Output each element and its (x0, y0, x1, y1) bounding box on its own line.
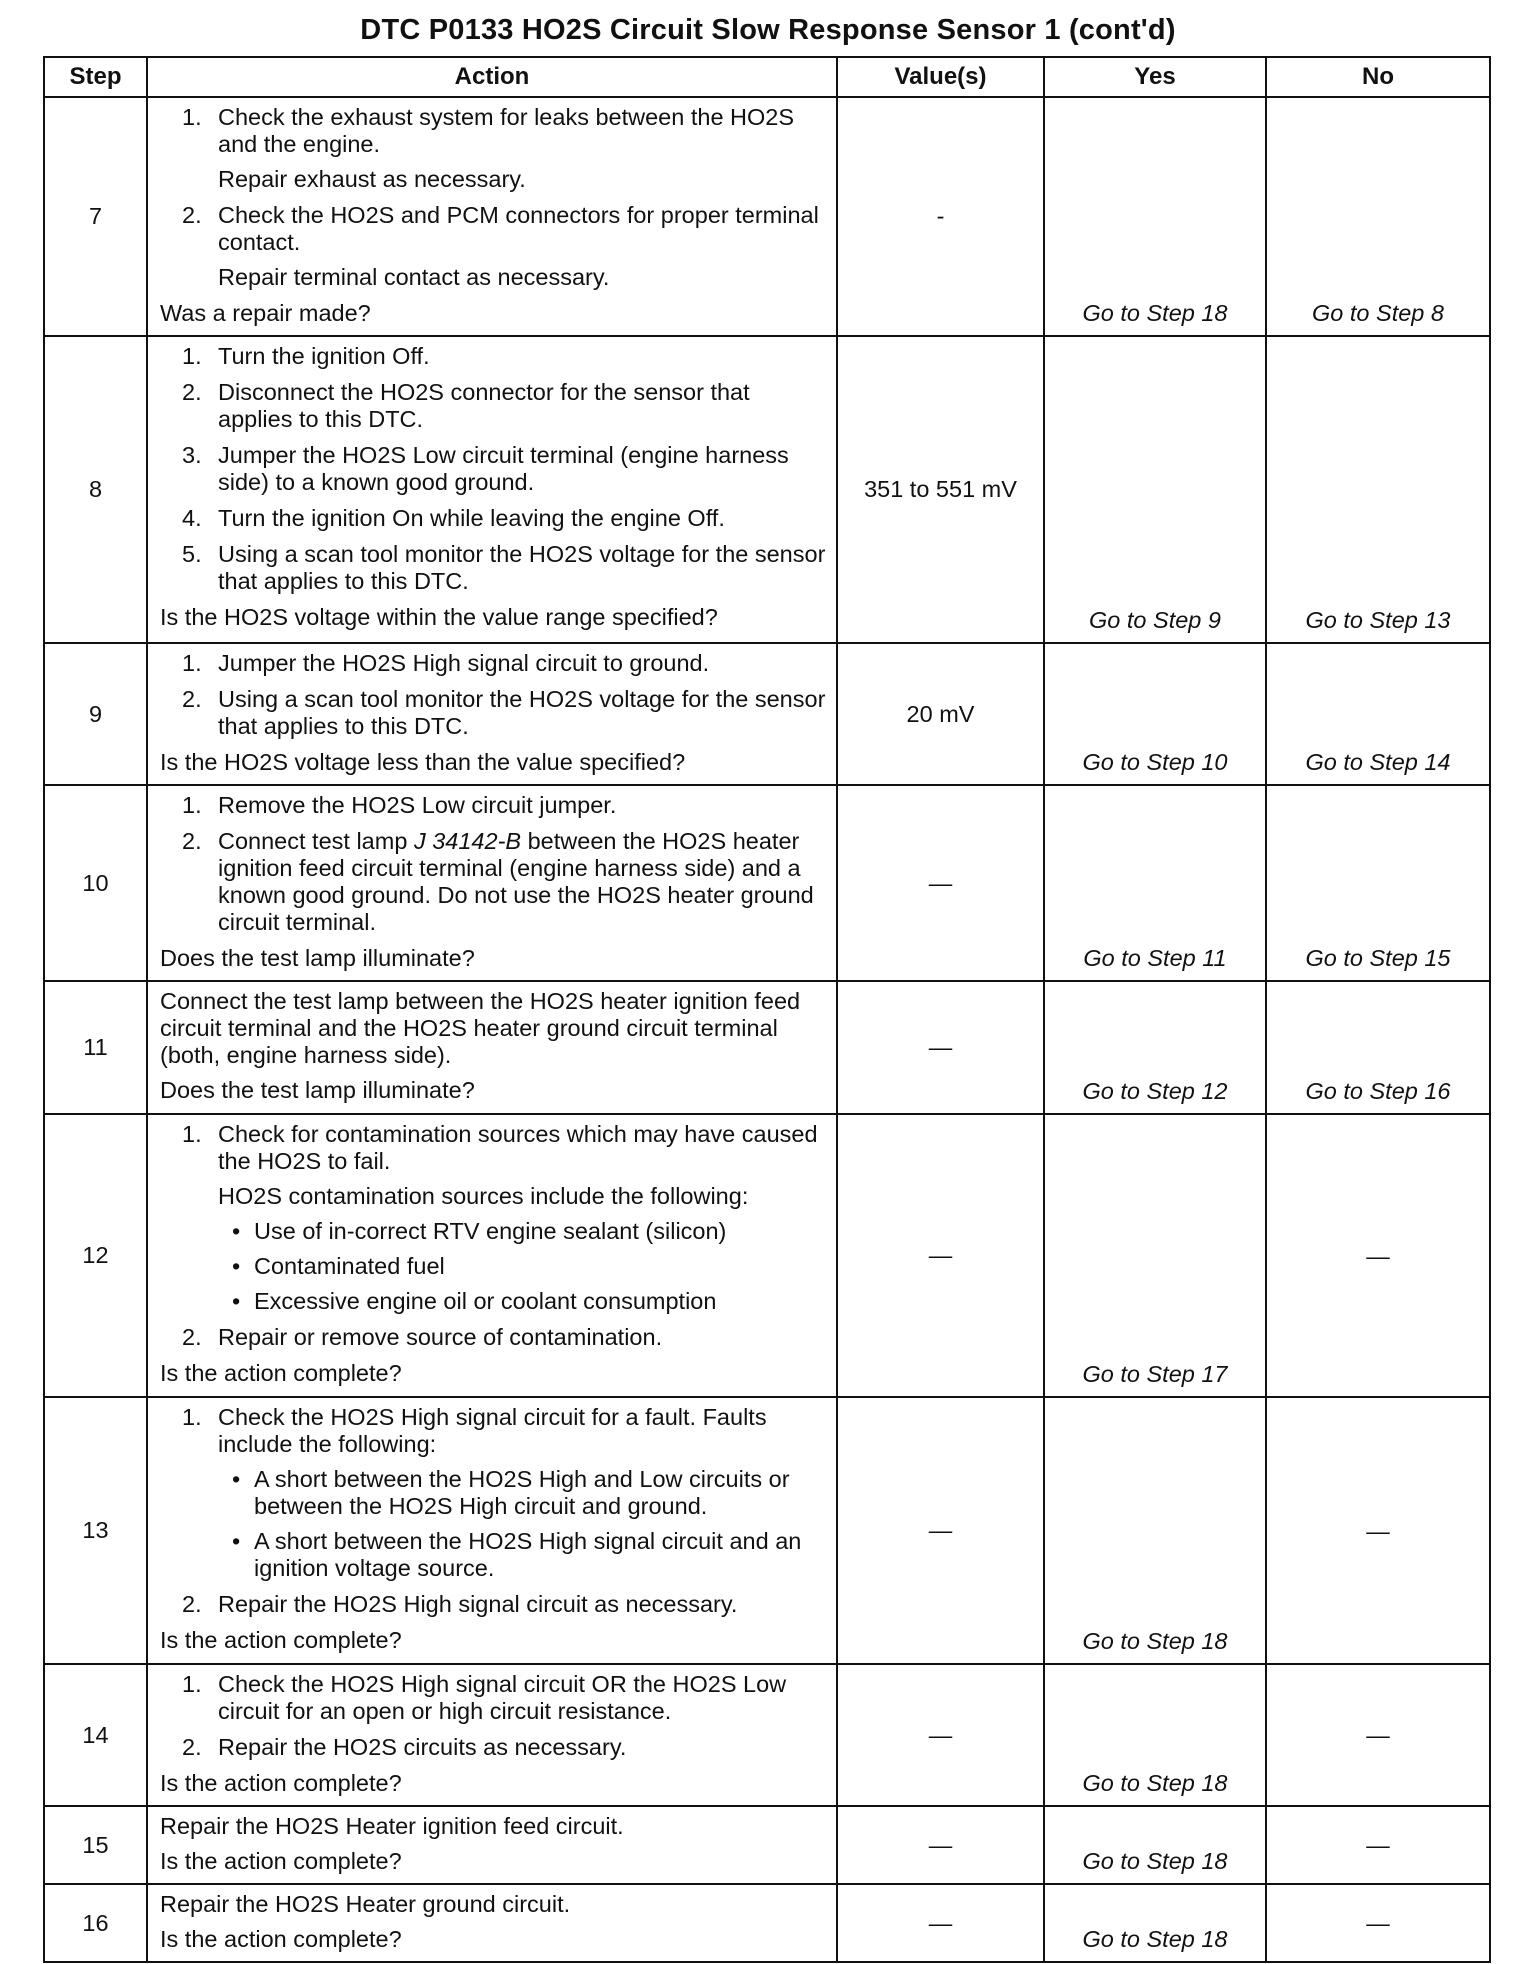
yes-cell: Go to Step 18 (1044, 97, 1266, 336)
table-row (44, 1806, 1490, 1884)
action-cell (147, 1664, 837, 1806)
table-row (44, 785, 1490, 981)
action-text: Connect the test lamp between the HO2S heater ignition feed circuit terminal and the HO2S heater ground circuit terminal (both, engine harness side). (160, 988, 801, 1069)
action-question: Is the action complete? (160, 1926, 402, 1953)
yes-cell: Go to Step 11 (1044, 785, 1266, 981)
value-cell: — (837, 1884, 1044, 1962)
action-cell (147, 785, 837, 981)
table-header-row (44, 57, 1490, 97)
step-number: 9 (44, 643, 147, 785)
bullet-item: • A short between the HO2S High and Low circuits or between the HO2S High circuit and ground. (218, 1466, 828, 1520)
value-cell: — (837, 1806, 1044, 1884)
no-cell: Go to Step 16 (1266, 981, 1490, 1114)
no-cell: — (1266, 1664, 1490, 1806)
bullet-item: • Use of in-correct RTV engine sealant (silicon) (218, 1218, 828, 1245)
step-number: 10 (44, 785, 147, 981)
value-cell: — (837, 981, 1044, 1114)
action-cell (147, 336, 837, 643)
table-row (44, 1114, 1490, 1397)
no-cell: Go to Step 13 (1266, 336, 1490, 643)
list-item: 2. Connect test lamp J 34142-B between the HO2S heater ignition feed circuit terminal (engine harness side) and a known good ground. Do not use the HO2S heater ground circuit terminal. (182, 828, 814, 936)
yes-cell: Go to Step 12 (1044, 981, 1266, 1114)
bullet-item: • Excessive engine oil or coolant consumption (218, 1288, 828, 1315)
list-item: 2. Repair the HO2S High signal circuit as necessary. (182, 1591, 738, 1618)
no-cell: — (1266, 1884, 1490, 1962)
step-number: 8 (44, 336, 147, 643)
no-cell: — (1266, 1114, 1490, 1397)
step-number: 7 (44, 97, 147, 336)
no-cell: Go to Step 15 (1266, 785, 1490, 981)
step-number: 11 (44, 981, 147, 1114)
list-item: 2. Repair or remove source of contamination. (182, 1324, 663, 1351)
list-item: 1. Jumper the HO2S High signal circuit to ground. (182, 650, 710, 677)
table-row (44, 1884, 1490, 1962)
list-item: 1. Check the exhaust system for leaks between the HO2S and the engine. Repair exhaust as necessary. (182, 104, 795, 193)
yes-cell: Go to Step 18 (1044, 1664, 1266, 1806)
value-cell: — (837, 785, 1044, 981)
no-cell: — (1266, 1806, 1490, 1884)
list-item: 4. Turn the ignition On while leaving the engine Off. (182, 505, 725, 532)
header-yes: Yes (1044, 57, 1266, 97)
value-cell: — (837, 1664, 1044, 1806)
list-item: 1. Turn the ignition Off. (182, 343, 430, 370)
action-cell (147, 1884, 837, 1962)
header-no: No (1266, 57, 1490, 97)
bullet-item: • A short between the HO2S High signal circuit and an ignition voltage source. (218, 1528, 828, 1582)
tool-part-number: J 34142-B (413, 828, 522, 855)
list-item: 5. Using a scan tool monitor the HO2S voltage for the sensor that applies to this DTC. (182, 541, 826, 595)
header-step: Step (44, 57, 147, 97)
action-cell (147, 1114, 837, 1397)
step-number: 16 (44, 1884, 147, 1962)
table-row (44, 336, 1490, 643)
step-number: 14 (44, 1664, 147, 1806)
action-text: Repair the HO2S Heater ignition feed circuit. (160, 1813, 624, 1840)
header-values: Value(s) (837, 57, 1044, 97)
action-cell (147, 1806, 837, 1884)
list-item: 2. Repair the HO2S circuits as necessary. (182, 1734, 627, 1761)
action-question: Is the action complete? (160, 1360, 402, 1387)
table-row (44, 981, 1490, 1114)
step-number: 15 (44, 1806, 147, 1884)
action-cell (147, 981, 837, 1114)
yes-cell: Go to Step 18 (1044, 1397, 1266, 1664)
table-row (44, 1397, 1490, 1664)
value-cell: 20 mV (837, 643, 1044, 785)
action-text: Repair the HO2S Heater ground circuit. (160, 1891, 571, 1918)
bullet-item: • Contaminated fuel (218, 1253, 828, 1280)
action-question: Is the action complete? (160, 1848, 402, 1875)
value-cell: — (837, 1114, 1044, 1397)
list-item: 3. Jumper the HO2S Low circuit terminal (engine harness side) to a known good ground. (182, 442, 789, 496)
action-cell (147, 97, 837, 336)
list-item: 1. Check the HO2S High signal circuit OR the HO2S Low circuit for an open or high circuit resistance. (182, 1671, 787, 1725)
value-cell: — (837, 1397, 1044, 1664)
page-title: DTC P0133 HO2S Circuit Slow Response Sensor 1 (cont'd) (360, 14, 1176, 46)
action-question: Was a repair made? (160, 300, 371, 327)
list-item: 2. Disconnect the HO2S connector for the sensor that applies to this DTC. (182, 379, 750, 433)
list-item: 1. Check the HO2S High signal circuit for a fault. Faults include the following: • A short between the HO2S High and Low circuits or between the HO2S High circuit and ground. • A short between the HO2S High signal circuit and an ignition voltage source. (160, 1404, 828, 1582)
value-cell: 351 to 551 mV (837, 336, 1044, 643)
no-cell: Go to Step 8 (1266, 97, 1490, 336)
table-row (44, 643, 1490, 785)
action-cell (147, 643, 837, 785)
action-question: Does the test lamp illuminate? (160, 945, 475, 972)
yes-cell: Go to Step 18 (1044, 1884, 1266, 1962)
yes-cell: Go to Step 17 (1044, 1114, 1266, 1397)
list-item: 1. Remove the HO2S Low circuit jumper. (182, 792, 617, 819)
no-cell: — (1266, 1397, 1490, 1664)
step-number: 13 (44, 1397, 147, 1664)
no-cell: Go to Step 14 (1266, 643, 1490, 785)
action-question: Is the HO2S voltage less than the value specified? (160, 749, 686, 776)
action-question: Is the action complete? (160, 1627, 402, 1654)
header-action: Action (147, 57, 837, 97)
list-item: 1. Check for contamination sources which may have caused the HO2S to fail. HO2S contamination sources include the following: • Use of in-correct RTV engine sealant (silicon) • Contaminated fuel • Excessive engine oil or coolant consumption (160, 1121, 828, 1315)
action-cell (147, 1397, 837, 1664)
action-question: Does the test lamp illuminate? (160, 1077, 475, 1104)
diagnostic-table (43, 56, 1491, 1963)
yes-cell: Go to Step 9 (1044, 336, 1266, 643)
action-question: Is the action complete? (160, 1770, 402, 1797)
list-item: 2. Using a scan tool monitor the HO2S voltage for the sensor that applies to this DTC. (182, 686, 826, 740)
table-row (44, 97, 1490, 336)
action-question: Is the HO2S voltage within the value range specified? (160, 604, 718, 631)
yes-cell: Go to Step 10 (1044, 643, 1266, 785)
yes-cell: Go to Step 18 (1044, 1806, 1266, 1884)
value-cell: - (837, 97, 1044, 336)
table-row (44, 1664, 1490, 1806)
list-item: 2. Check the HO2S and PCM connectors for proper terminal contact. Repair terminal contact as necessary. (182, 202, 819, 291)
step-number: 12 (44, 1114, 147, 1397)
